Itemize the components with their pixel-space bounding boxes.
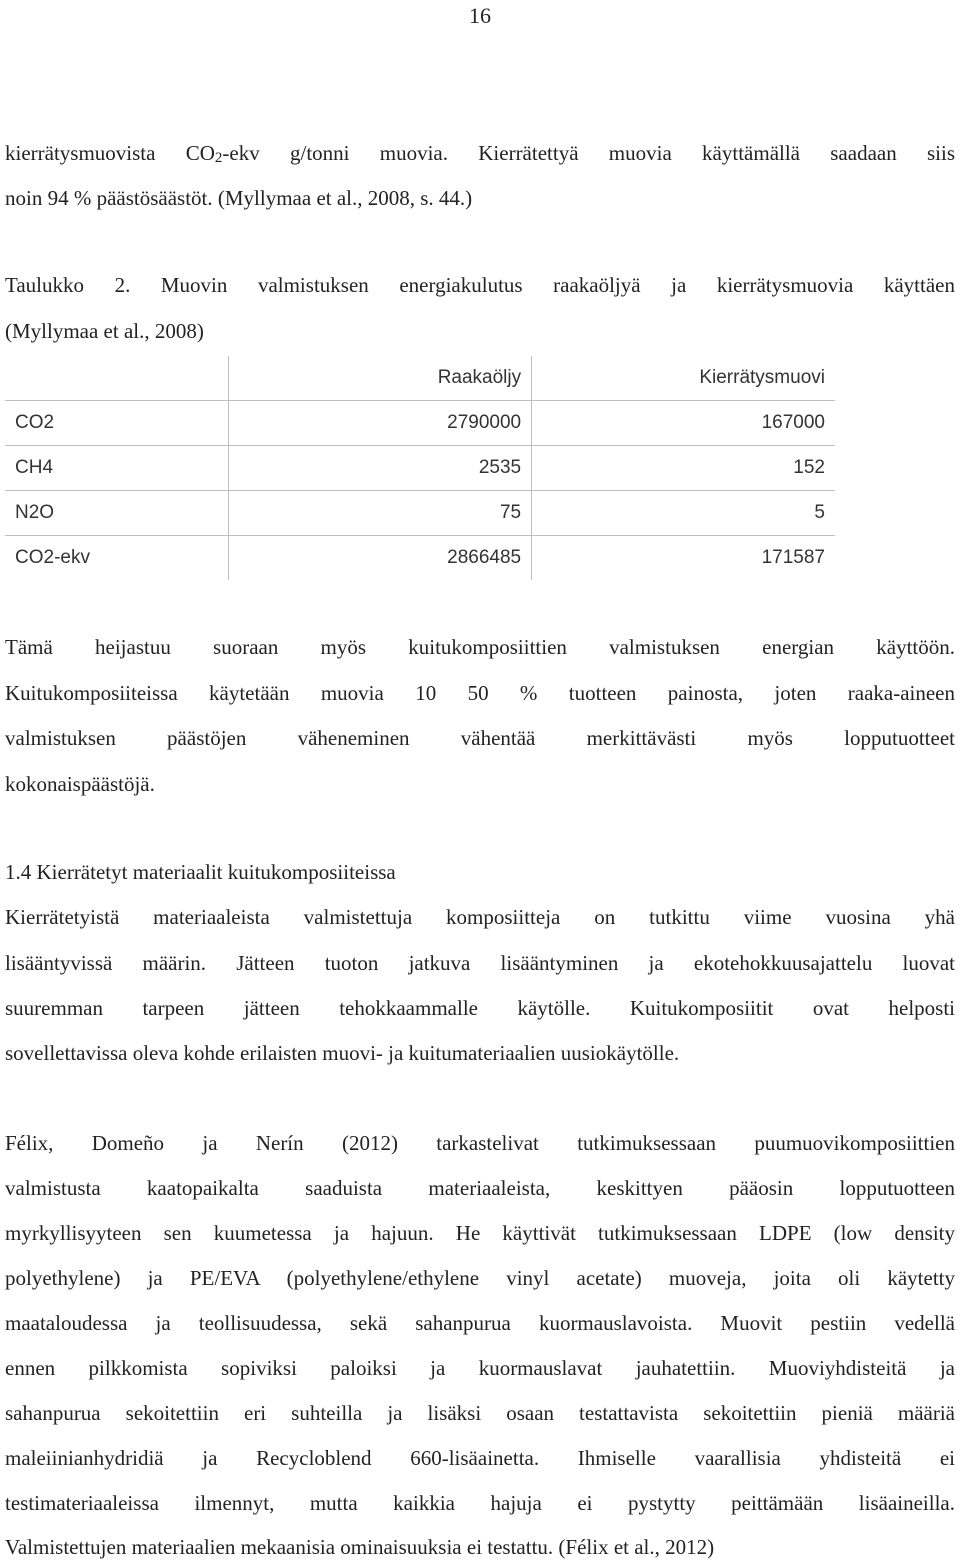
para3-line-4: polyethylene) ja PE/EVA (polyethylene/ethylene vinyl acetate) muoveja, joita oli käytetty bbox=[5, 1266, 955, 1290]
para3-line-10: Valmistettujen materiaalien mekaanisia ominaisuuksia ei testattu. (Félix et al., 2012) bbox=[5, 1535, 715, 1559]
para2-line-2: lisääntyvissä määrin. Jätteen tuoton jatkuva lisääntyminen ja ekotehokkuusajattelu luovat bbox=[5, 951, 955, 975]
table-cell: 167000 bbox=[532, 401, 835, 446]
table-cell: 171587 bbox=[532, 536, 835, 581]
page-number: 16 bbox=[469, 3, 491, 28]
intro-line-2: noin 94 % päästösäästöt. (Myllymaa et al., 2008, s. 44.) bbox=[5, 186, 473, 210]
para1-line-3: valmistuksen päästöjen väheneminen vähentää merkittävästi myös lopputuotteet bbox=[5, 726, 955, 750]
para3-line-2: valmistusta kaatopaikalta saaduista materiaaleista, keskittyen pääosin lopputuotteen bbox=[5, 1176, 955, 1200]
table-header-cell: Kierrätysmuovi bbox=[532, 356, 835, 401]
para2-line-1: Kierrätetyistä materiaaleista valmistettuja komposiitteja on tutkittu viime vuosina yhä bbox=[5, 905, 955, 929]
co2-subscript: 2 bbox=[214, 150, 223, 166]
table-row bbox=[5, 491, 835, 536]
table-row bbox=[5, 446, 835, 491]
para3-line-8: maleiinianhydridiä ja Recycloblend 660-lisäainetta. Ihmiselle vaarallisia yhdisteitä ei bbox=[5, 1446, 955, 1470]
table-row bbox=[5, 401, 835, 446]
table-cell: N2O bbox=[5, 491, 228, 536]
para3-line-6: ennen pilkkomista sopiviksi paloiksi ja kuormauslavat jauhatettiin. Muoviyhdisteitä ja bbox=[5, 1356, 955, 1380]
para3-line-1: Félix, Domeño ja Nerín (2012) tarkastelivat tutkimuksessaan puumuovikomposiittien bbox=[5, 1131, 955, 1155]
para3-line-3: myrkyllisyyteen sen kuumetessa ja hajuun. He käyttivät tutkimuksessaan LDPE (low density bbox=[5, 1221, 955, 1245]
table-cell: CO2-ekv bbox=[5, 536, 228, 581]
intro-line-1 bbox=[5, 138, 955, 168]
para3-line-9: testimateriaaleissa ilmennyt, mutta kaikkia hajuja ei pystytty peittämään lisäaineilla. bbox=[5, 1491, 955, 1515]
table-cell: CH4 bbox=[5, 446, 228, 491]
para1-line-2: Kuitukomposiiteissa käytetään muovia 10 50 % tuotteen painosta, joten raaka-aineen bbox=[5, 681, 955, 705]
table-cell: 2866485 bbox=[228, 536, 531, 581]
table-header-row bbox=[5, 356, 835, 401]
table-header-cell bbox=[5, 356, 228, 401]
table-caption-line-1: Taulukko 2. Muovin valmistuksen energiakulutus raakaöljyä ja kierrätysmuovia käyttäen bbox=[5, 273, 955, 297]
table-header-cell: Raakaöljy bbox=[228, 356, 531, 401]
table-cell: 152 bbox=[532, 446, 835, 491]
table-cell: 2535 bbox=[228, 446, 531, 491]
para2-line-4: sovellettavissa oleva kohde erilaisten muovi- ja kuitumateriaalien uusiokäytölle. bbox=[5, 1041, 680, 1065]
table-cell: CO2 bbox=[5, 401, 228, 446]
table-cell: 75 bbox=[228, 491, 531, 536]
table-cell: 2790000 bbox=[228, 401, 531, 446]
intro-line-1-b: -ekv g/tonni muovia. Kierrätettyä muovia käyttämällä saadaan siis bbox=[222, 141, 955, 165]
para2-line-3: suuremman tarpeen jätteen tehokkaammalle käytölle. Kuitukomposiitit ovat helposti bbox=[5, 996, 955, 1020]
emissions-table bbox=[5, 356, 835, 580]
section-heading: 1.4 Kierrätetyt materiaalit kuitukomposiiteissa bbox=[5, 860, 396, 884]
para1-line-1: Tämä heijastuu suoraan myös kuitukomposiittien valmistuksen energian käyttöön. bbox=[5, 635, 955, 659]
table-row bbox=[5, 536, 835, 581]
para1-line-4: kokonaispäästöjä. bbox=[5, 772, 155, 796]
intro-line-1-a: kierrätysmuovista CO bbox=[5, 141, 215, 165]
table-caption-line-2: (Myllymaa et al., 2008) bbox=[5, 319, 204, 343]
para3-line-7: sahanpurua sekoitettiin eri suhteilla ja lisäksi osaan testattavista sekoitettiin pieniä määriä bbox=[5, 1401, 955, 1425]
para3-line-5: maataloudessa ja teollisuudessa, sekä sahanpurua kuormauslavoista. Muovit pestiin vedellä bbox=[5, 1311, 955, 1335]
table-cell: 5 bbox=[532, 491, 835, 536]
